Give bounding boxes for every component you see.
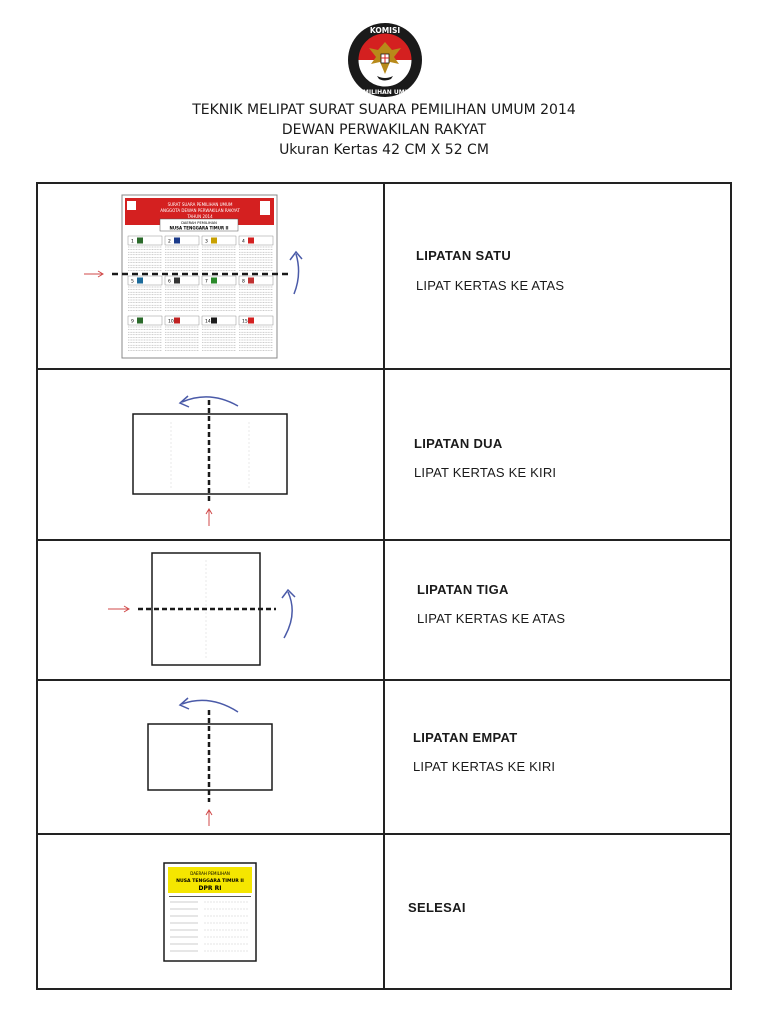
fold-left-arrow-icon — [180, 698, 238, 712]
party-logo-icon — [211, 318, 217, 324]
fold-up-arrow-icon — [290, 252, 302, 294]
step-4-desc: LIPAT KERTAS KE KIRI — [413, 759, 556, 774]
step-1-desc: LIPAT KERTAS KE ATAS — [416, 278, 565, 293]
party-logo-icon — [137, 238, 143, 244]
party-logo-icon — [248, 238, 254, 244]
svg-text:NUSA TENGGARA TIMUR II: NUSA TENGGARA TIMUR II — [169, 225, 229, 231]
step-4-title: LIPATAN EMPAT — [413, 730, 518, 745]
column-divider — [383, 182, 385, 990]
step-2-desc: LIPAT KERTAS KE KIRI — [414, 465, 557, 480]
step-3-title: LIPATAN TIGA — [417, 582, 509, 597]
party-logo-icon — [137, 278, 143, 284]
logo-top-text: KOMISI — [369, 26, 401, 35]
svg-text:SURAT SUARA PEMILIHAN UMUM: SURAT SUARA PEMILIHAN UMUM — [167, 202, 233, 207]
party-number: 8 — [242, 279, 245, 285]
svg-text:DPR RI: DPR RI — [198, 885, 222, 892]
folded-ballot-illustration — [160, 860, 260, 964]
party-logo-icon — [174, 238, 180, 244]
kpu-logo — [347, 22, 423, 98]
party-logo-icon — [137, 318, 143, 324]
party-number: 9 — [131, 319, 134, 325]
party-number: 6 — [168, 279, 171, 285]
party-number: 14 — [205, 319, 211, 325]
step-5-title: SELESAI — [408, 900, 466, 915]
party-number: 4 — [242, 239, 245, 245]
ballot-illustration — [80, 190, 320, 362]
svg-text:DAERAH PEMILIHAN: DAERAH PEMILIHAN — [181, 221, 217, 225]
party-number: 1 — [131, 239, 134, 245]
svg-text:TAHUN 2014: TAHUN 2014 — [187, 214, 213, 219]
document-title: TEKNIK MELIPAT SURAT SUARA PEMILIHAN UMUM 2014 — [192, 102, 576, 118]
step-2-title: LIPATAN DUA — [414, 436, 503, 451]
paper-size: Ukuran Kertas 42 CM X 52 CM — [279, 142, 489, 158]
step-1-title: LIPATAN SATU — [416, 248, 512, 263]
fold-up-arrow-icon — [282, 590, 295, 638]
party-number: 10 — [168, 319, 174, 325]
fold-three-illustration — [100, 546, 320, 674]
party-logo-icon — [174, 318, 180, 324]
document-subtitle: DEWAN PERWAKILAN RAKYAT — [281, 122, 487, 138]
svg-text:DAERAH PEMILIHAN: DAERAH PEMILIHAN — [190, 871, 230, 876]
fold-four-illustration — [120, 684, 320, 830]
fold-two-illustration — [120, 378, 320, 532]
party-number: 5 — [131, 279, 134, 285]
fold-direction-arrow-icon — [206, 509, 212, 526]
party-logo-icon — [174, 278, 180, 284]
party-number: 15 — [242, 319, 248, 325]
step-3-desc: LIPAT KERTAS KE ATAS — [417, 611, 566, 626]
svg-text:NUSA TENGGARA TIMUR II: NUSA TENGGARA TIMUR II — [176, 879, 244, 884]
party-number: 7 — [205, 279, 208, 285]
party-number: 3 — [205, 239, 208, 245]
svg-text:ANGGOTA DEWAN PERWAKILAN RAKYA: ANGGOTA DEWAN PERWAKILAN RAKYAT — [160, 208, 240, 213]
fold-direction-arrow-icon — [84, 271, 103, 277]
party-logo-icon — [211, 278, 217, 284]
party-logo-icon — [211, 238, 217, 244]
party-logo-icon — [248, 278, 254, 284]
logo-bottom-text: PEMILIHAN UMUM — [354, 89, 416, 96]
party-number: 2 — [168, 239, 171, 245]
fold-direction-arrow-icon — [206, 810, 212, 826]
party-logo-icon — [248, 318, 254, 324]
fold-direction-arrow-icon — [108, 606, 129, 612]
